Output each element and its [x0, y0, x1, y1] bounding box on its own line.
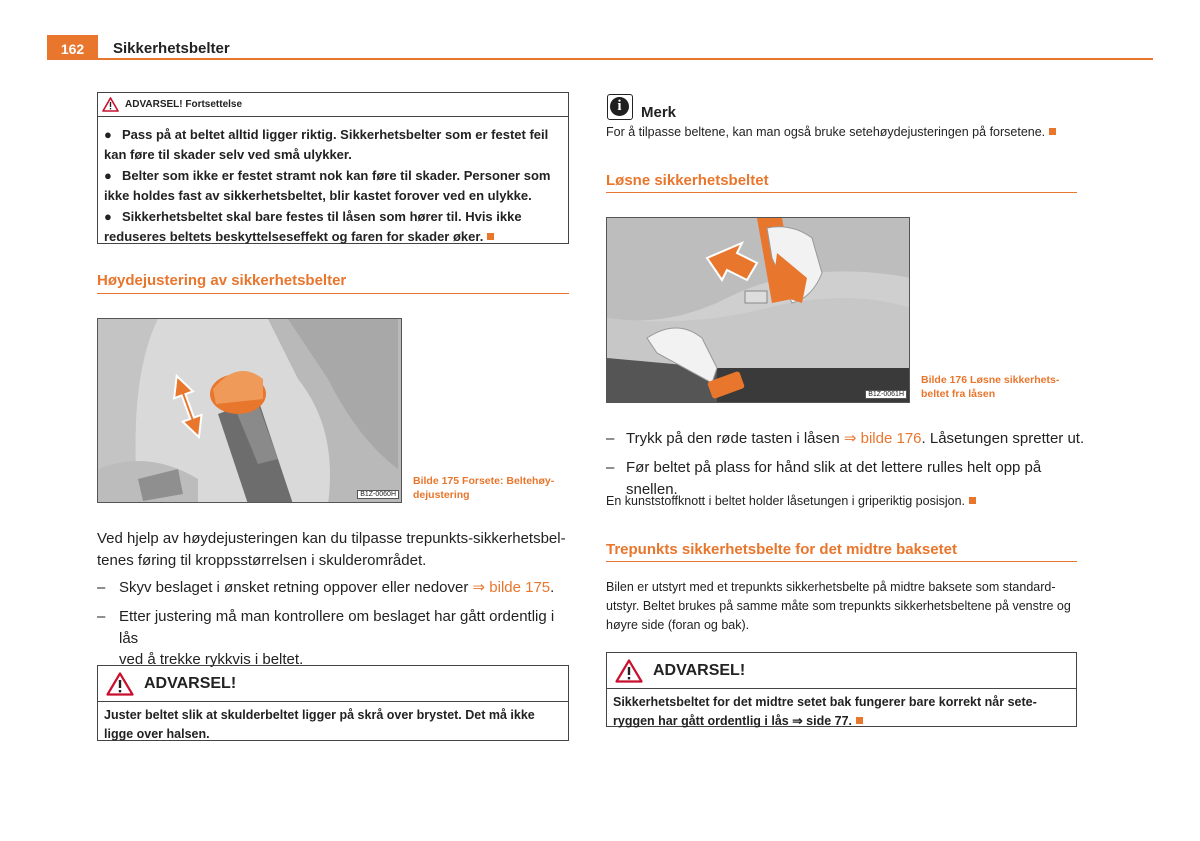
header-rule — [47, 58, 1153, 60]
note-line: En kunststoffknott i beltet holder låsetungen i griperiktig posisjon. — [606, 492, 1086, 511]
warning-box — [606, 652, 1077, 727]
belt-release-illustration — [607, 218, 910, 403]
section-title-height-adjust: Høydejustering av sikkerhetsbelter — [97, 272, 347, 289]
figure-175 — [97, 318, 402, 503]
end-square-icon — [969, 497, 976, 504]
section-rule — [97, 293, 569, 294]
figure-175-caption: Bilde 175 Forsete: Beltehøy- dejustering — [413, 475, 555, 501]
section-rule — [606, 561, 1077, 562]
section-rule — [606, 192, 1077, 193]
step-item: – Trykk på den røde tasten i låsen ⇒ bilde 176. Låsetungen spretter ut. — [606, 430, 1085, 447]
warning-continued-box — [97, 92, 569, 244]
page-header-title: Sikkerhetsbelter — [113, 40, 230, 57]
section-title-release-belt: Løsne sikkerhetsbeltet — [606, 172, 769, 189]
middle-belt-paragraph: Bilen er utstyrt med et trepunkts sikkerhetsbelte på midtre baksete som standard- utstyr. Beltet brukes på samme måte som trepunkts sikkerhetsbeltene på venstre og høyre side (foran og bak). — [606, 580, 1071, 632]
end-square-icon — [487, 233, 494, 240]
warning-title: ADVARSEL! — [144, 674, 237, 692]
warning-box — [97, 665, 569, 741]
warning-triangle-icon — [106, 672, 134, 696]
figure-code: B1Z-0061H — [865, 390, 907, 399]
step-item: – Etter justering må man kontrollere om beslaget har gått ordentlig i lås ved å trekke rykkvis i beltet. — [97, 608, 555, 668]
list-item: ● Belter som ikke er festet stramt nok kan føre til skader. Personer som ikke holdes fast av sikkerhetsbeltet, blir kastet forover ved en ulykke. — [104, 168, 551, 203]
warning-title: ADVARSEL! — [653, 661, 746, 679]
page-number: 162 — [47, 35, 98, 60]
list-item: ● Sikkerhetsbeltet skal bare festes til låsen som hører til. Hvis ikke reduseres beltets beskyttelseseffekt og faren for skader øker. — [104, 209, 522, 244]
figure-176 — [606, 217, 910, 403]
warning-text: Juster beltet slik at skulderbeltet ligger på skrå over brystet. Det må ikke ligge over halsen. — [104, 708, 535, 741]
end-square-icon — [1049, 128, 1056, 135]
intro-paragraph: Ved hjelp av høydejusteringen kan du tilpasse trepunkts-sikkerhetsbel- tenes føring til kroppsstørrelsen i skulderområdet. — [97, 530, 566, 569]
step-item: – Skyv beslaget i ønsket retning oppover eller nedover ⇒ bilde 175. — [97, 579, 555, 596]
warning-triangle-icon — [102, 97, 119, 112]
step-item: – Før beltet på plass for hånd slik at det lettere rulles helt opp på snellen. — [606, 459, 1042, 498]
figure-176-caption: Bilde 176 Løsne sikkerhets- beltet fra låsen — [921, 374, 1060, 400]
warning-bullet-list — [98, 117, 568, 252]
warning-continued-header — [98, 93, 568, 117]
warning-triangle-icon — [615, 659, 643, 683]
note-text: For å tilpasse beltene, kan man også bruke setehøydejusteringen på forsetene. — [606, 123, 1086, 142]
warning-header — [607, 653, 1076, 689]
note-header — [607, 92, 676, 121]
end-square-icon — [856, 717, 863, 724]
note-title: Merk — [641, 104, 677, 121]
figure-175-link[interactable]: ⇒ bilde 175 — [472, 579, 551, 596]
warning-header — [98, 666, 568, 702]
figure-176-link[interactable]: ⇒ bilde 176 — [843, 430, 922, 447]
warning-text: Sikkerhetsbeltet for det midtre setet bak fungerer bare korrekt når sete- ryggen har gått ordentlig i lås ⇒ side 77. — [613, 695, 1037, 728]
warning-continued-title: ADVARSEL! Fortsettelse — [125, 99, 243, 110]
section-title-middle-rear-belt: Trepunkts sikkerhetsbelte for det midtre baksetet — [606, 541, 957, 558]
info-icon: i — [607, 94, 633, 120]
figure-code: B1Z-0060H — [357, 490, 399, 499]
belt-height-adjust-illustration — [98, 319, 402, 503]
list-item: ● Pass på at beltet alltid ligger riktig. Sikkerhetsbelter som er festet feil kan føre til skader selv ved små ulykker. — [104, 127, 549, 162]
